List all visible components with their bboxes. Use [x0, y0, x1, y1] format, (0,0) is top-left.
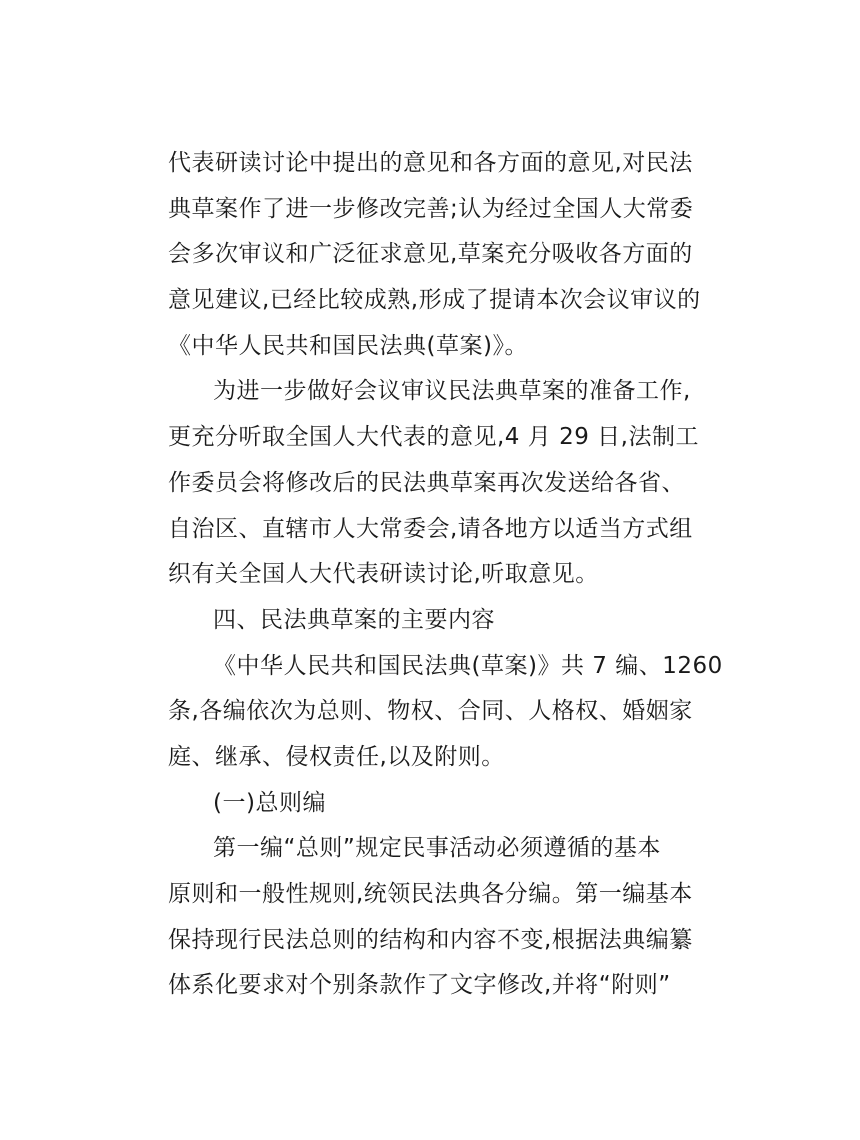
section-heading: 四、民法典草案的主要内容 — [213, 606, 495, 633]
paragraph-line: 更充分听取全国人大代表的意见,4 月 29 日,法制工 — [168, 424, 699, 451]
paragraph-line: 庭、继承、侵权责任,以及附则。 — [168, 743, 505, 770]
document-body — [168, 141, 723, 1009]
paragraph-line: 自治区、直辖市人大常委会,请各地方以适当方式组 — [168, 515, 693, 542]
paragraph-line: 原则和一般性规则,统领民法典各分编。第一编基本 — [168, 881, 693, 907]
paragraph-line: 《中华人民共和国民法典(草案)》共 7 编、1260 — [213, 652, 723, 679]
paragraph-line: 织有关全国人大代表研读讨论,听取意见。 — [168, 561, 599, 588]
paragraph-line: 代表研读讨论中提出的意见和各方面的意见,对民法 — [168, 150, 693, 176]
subsection-heading: (一)总则编 — [213, 789, 326, 816]
paragraph-line: 会多次审议和广泛征求意见,草案充分吸收各方面的 — [168, 241, 693, 268]
paragraph-line: 保持现行民法总则的结构和内容不变,根据法典编纂 — [168, 926, 693, 953]
paragraph-line: 作委员会将修改后的民法典草案再次发送给各省、 — [168, 469, 685, 496]
paragraph-line: 意见建议,已经比较成熟,形成了提请本次会议审议的 — [168, 287, 701, 314]
paragraph-line: 第一编“总则”规定民事活动必须遵循的基本 — [213, 835, 661, 862]
paragraph-line: 条,各编依次为总则、物权、合同、人格权、婚姻家 — [168, 698, 693, 725]
paragraph-line: 体系化要求对个别条款作了文字修改,并将“附则” — [168, 972, 671, 999]
paragraph-line: 《中华人民共和国民法典(草案)》。 — [168, 332, 528, 359]
paragraph-line: 为进一步做好会议审议民法典草案的准备工作, — [213, 378, 691, 405]
paragraph-line: 典草案作了进一步修改完善;认为经过全国人大常委 — [168, 195, 694, 222]
